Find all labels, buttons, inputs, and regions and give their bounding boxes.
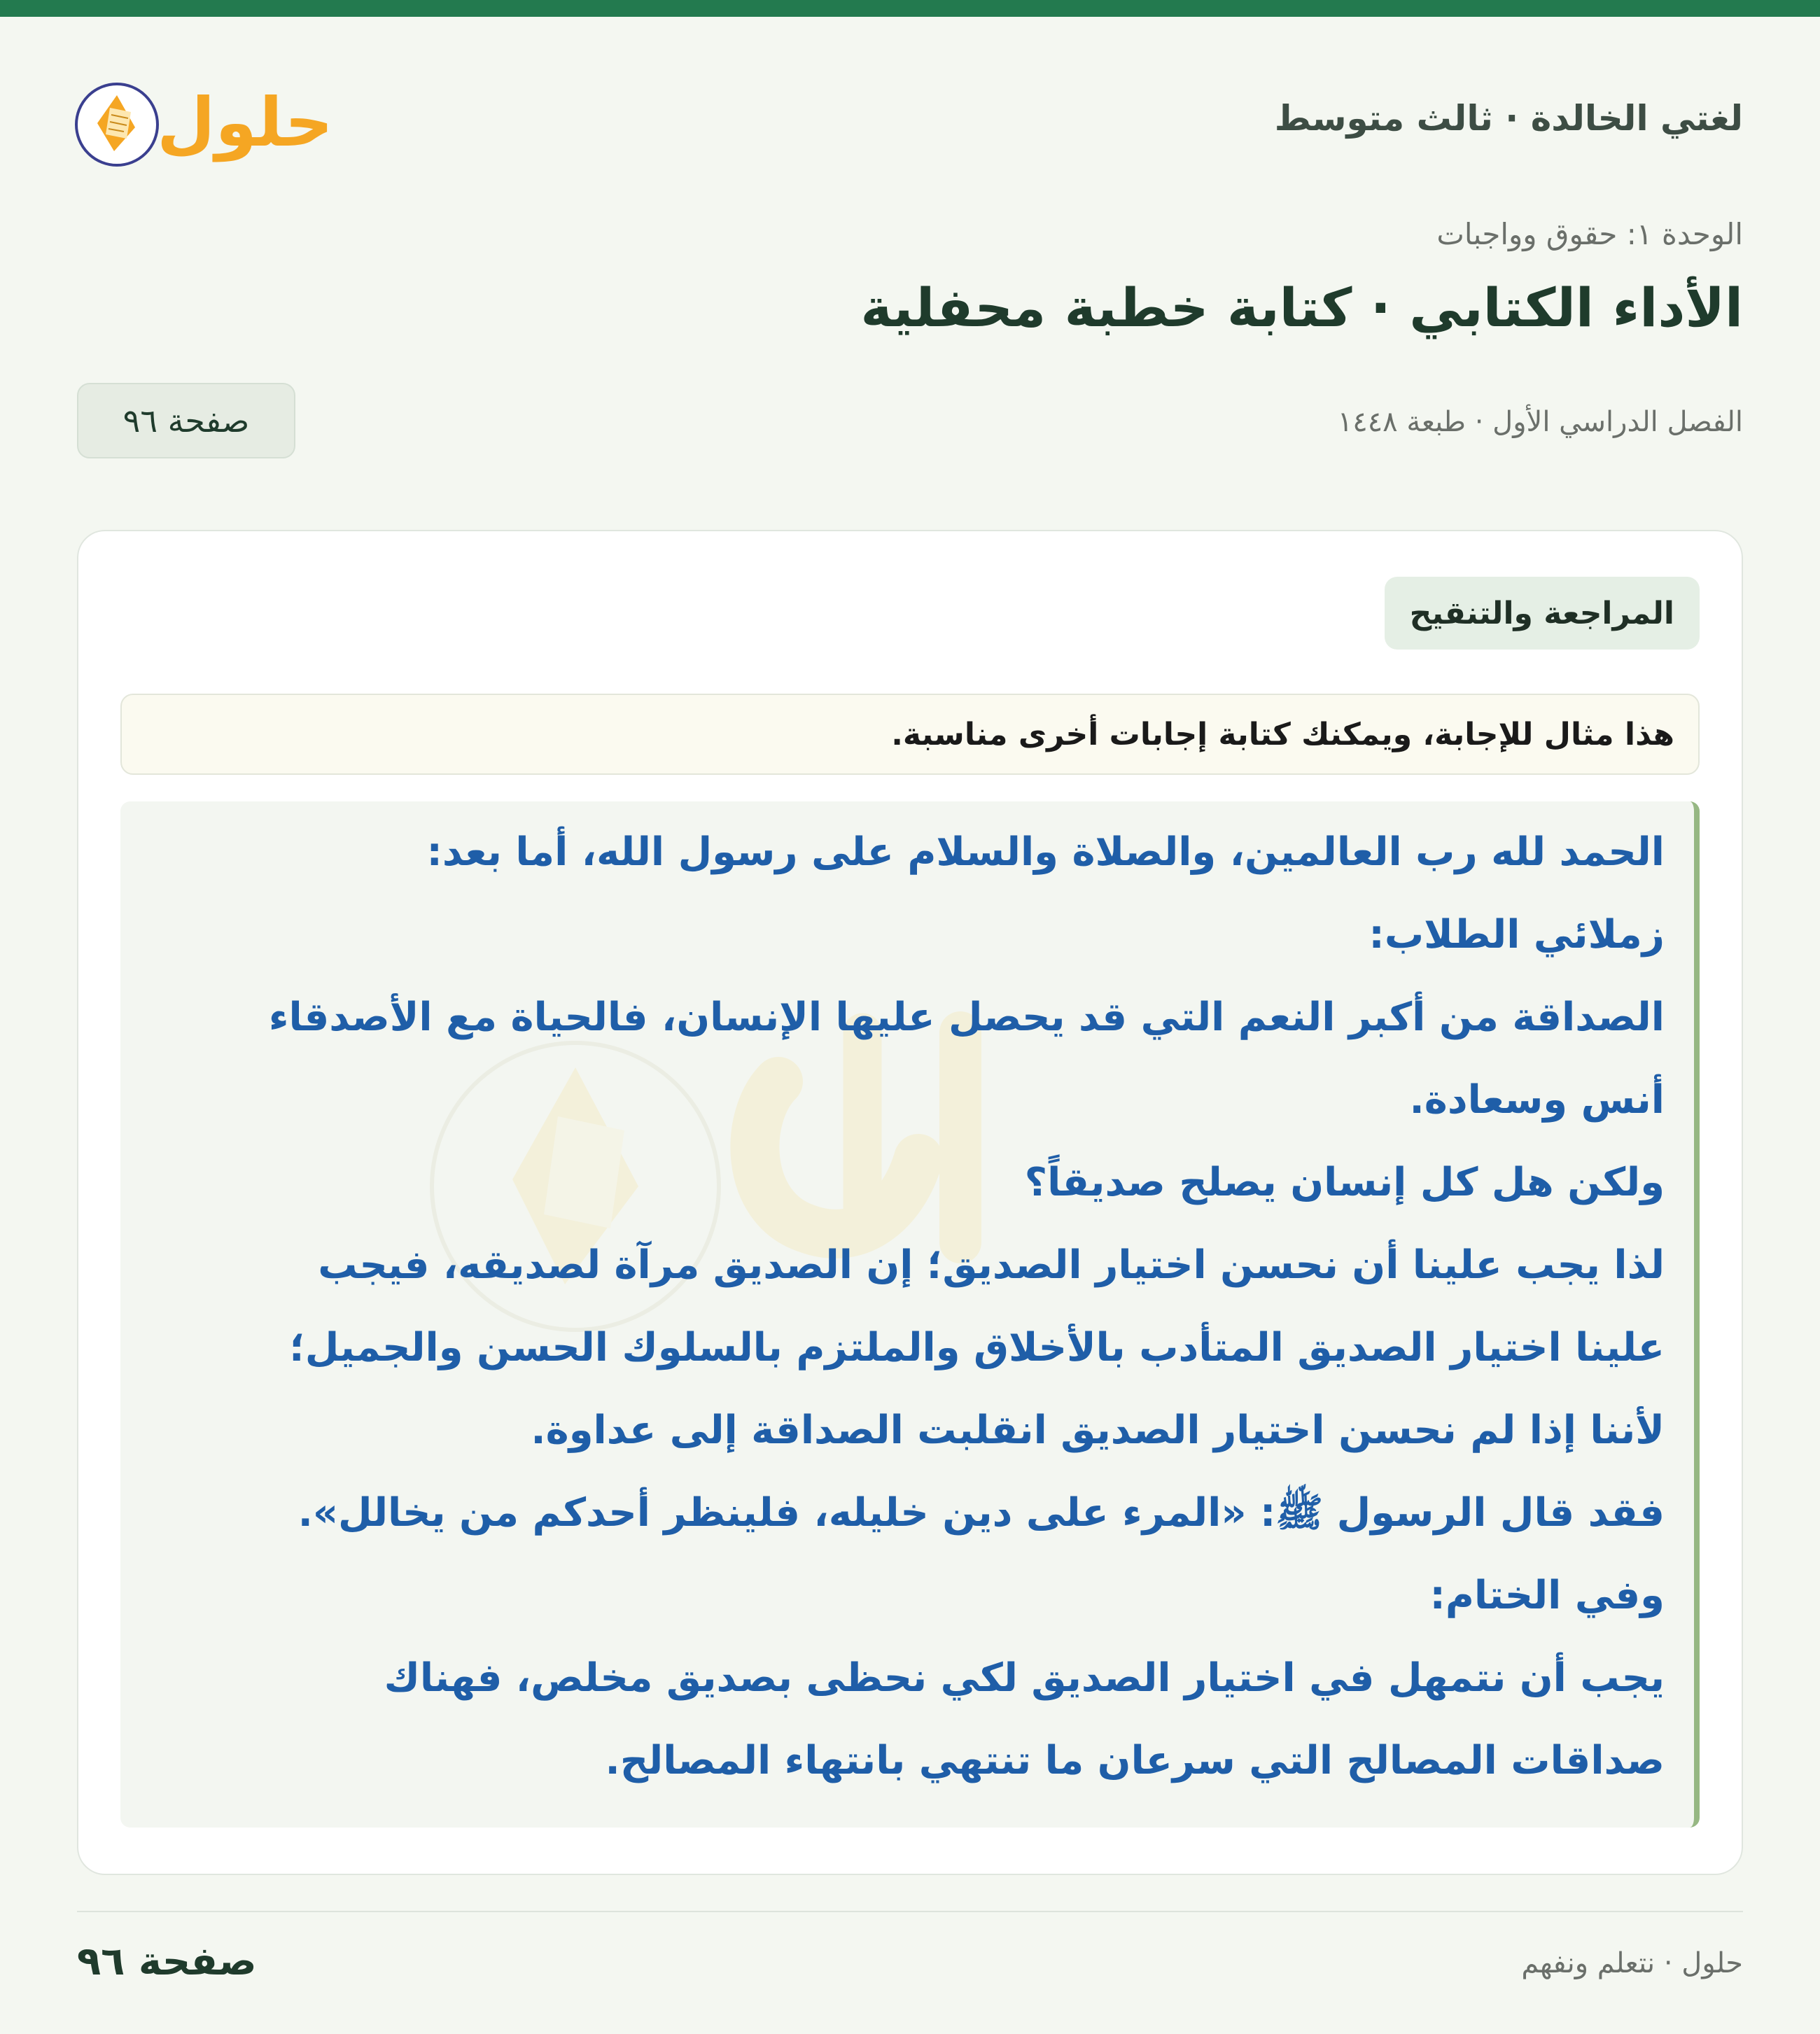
- answer-line: لأننا إذا لم نحسن اختيار الصديق انقلبت الصداقة إلى عداوة.: [531, 1408, 1665, 1453]
- footer-brand: حلول · نتعلم ونفهم: [1521, 1947, 1743, 1979]
- answer-box: [120, 801, 1700, 1828]
- answer-line: الحمد لله رب العالمين، والصلاة والسلام على رسول الله، أما بعد:: [426, 829, 1665, 875]
- answer-line: الصداقة من أكبر النعم التي قد يحصل عليها الإنسان، فالحياة مع الأصدقاء: [268, 995, 1665, 1040]
- footer-divider: [77, 1911, 1743, 1912]
- svg-text:حلول: حلول: [157, 83, 333, 162]
- answer-line: زملائي الطلاب:: [1368, 912, 1665, 958]
- answer-note: هذا مثال للإجابة، ويمكنك كتابة إجابات أخرى مناسبة.: [120, 694, 1700, 775]
- footer-page-number: صفحة ٩٦: [77, 1939, 257, 1984]
- answer-line: وفي الختام:: [1429, 1573, 1665, 1618]
- answer-line: أنس وسعادة.: [1409, 1077, 1665, 1123]
- page-badge: صفحة ٩٦: [77, 383, 295, 458]
- answer-line: ولكن هل كل إنسان يصلح صديقاً؟: [1024, 1160, 1665, 1205]
- book-title: لغتي الخالدة · ثالث متوسط: [1274, 98, 1743, 139]
- hulool-logo[interactable]: [74, 63, 340, 175]
- lesson-title: الأداء الكتابي · كتابة خطبة محفلية: [860, 276, 1743, 339]
- section-label: المراجعة والتنقيح: [1385, 577, 1700, 650]
- answer-line: لذا يجب علينا أن نحسن اختيار الصديق؛ إن الصديق مرآة لصديقه، فيجب: [318, 1242, 1665, 1288]
- answer-line: صداقات المصالح التي سرعان ما تنتهي بانتهاء المصالح.: [605, 1738, 1665, 1783]
- answer-line: علينا اختيار الصديق المتأدب بالأخلاق والملتزم بالسلوك الحسن والجميل؛: [289, 1325, 1665, 1370]
- unit-label: الوحدة ١: حقوق وواجبات: [1436, 217, 1743, 251]
- logo-icon: [74, 63, 340, 175]
- answer-line: يجب أن نتمهل في اختيار الصديق لكي نحظى بصديق مخلص، فهناك: [384, 1655, 1665, 1701]
- top-accent-bar: [0, 0, 1820, 17]
- answer-card: [77, 530, 1743, 1875]
- semester-label: الفصل الدراسي الأول · طبعة ١٤٤٨: [1337, 406, 1743, 438]
- answer-line: فقد قال الرسول ﷺ: «المرء على دين خليله، فلينظر أحدكم من يخالل».: [298, 1490, 1665, 1536]
- answer-text: [120, 801, 1694, 1802]
